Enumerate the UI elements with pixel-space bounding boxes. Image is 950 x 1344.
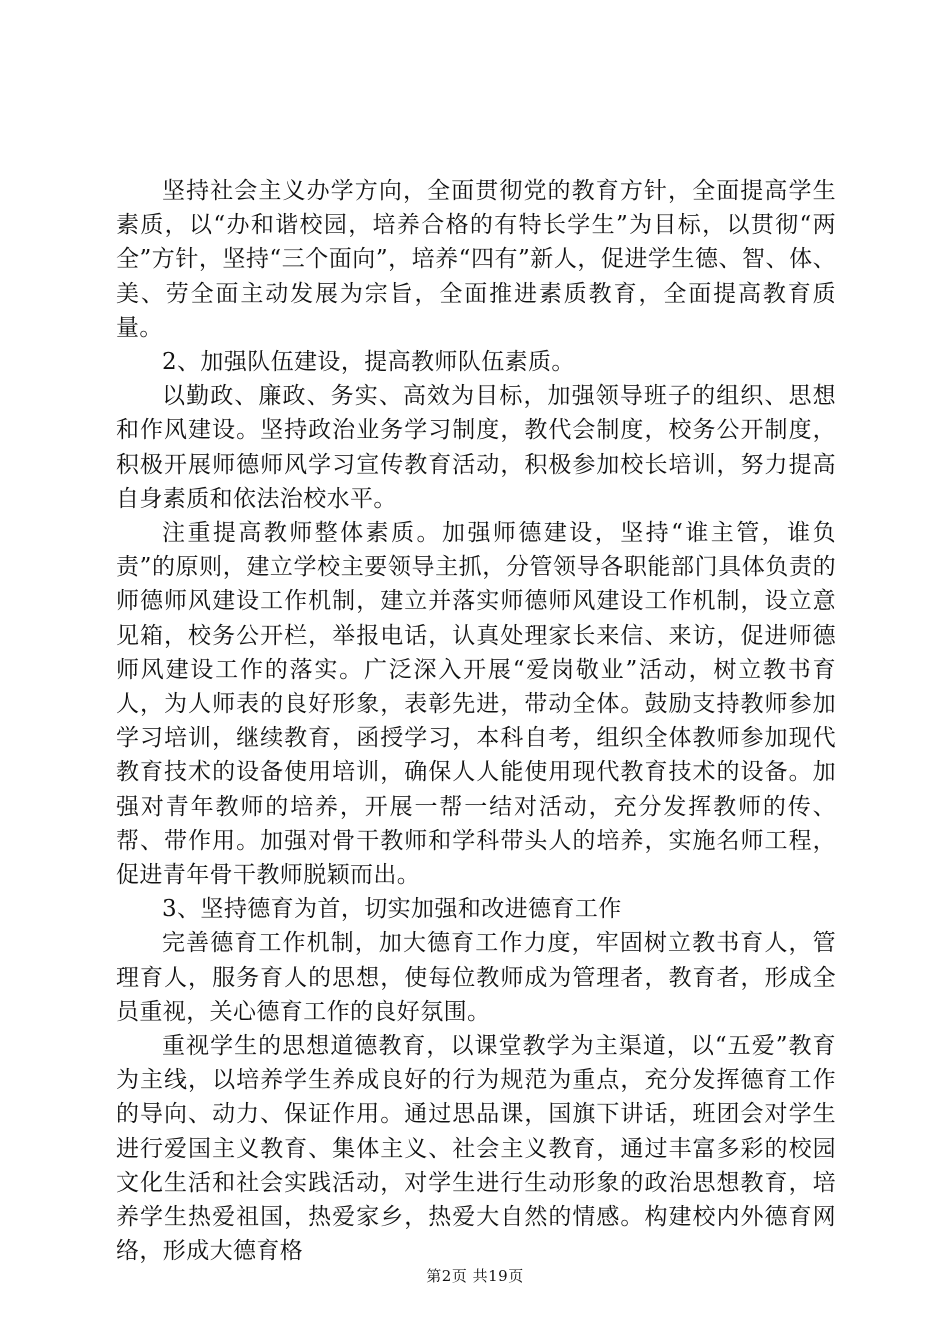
paragraph-school-direction: 坚持社会主义办学方向，全面贯彻党的教育方针，全面提高学生素质，以“办和谐校园，培养合格的有特长学生”为目标，以贯彻“两全”方针，坚持“三个面向”，培养“四有”新人，促进学生德、智、体、美、劳全面主动发展为宗旨，全面推进素质教育，全面提高教育质量。 bbox=[116, 178, 836, 341]
page-number-footer: 第2页 共19页 bbox=[426, 1267, 524, 1285]
paragraph-teacher-quality: 注重提高教师整体素质。加强师德建设，坚持“谁主管，谁负责”的原则，建立学校主要领导主抓，分管领导各职能部门具体负责的师德师风建设工作机制，建立并落实师德师风建设工作机制，设立意见箱，校务公开栏，举报电话，认真处理家长来信、来访，促进师德师风建设工作的落实。广泛深入开展“爱岗敬业”活动，树立教书育人，为人师表的良好形象，表彰先进，带动全体。鼓励支持教师参加学习培训，继续教育，函授学习，本科自考，组织全体教师参加现代教育技术的设备使用培训，确保人人能使用现代教育技术的设备。加强对青年教师的培养，开展一帮一结对活动，充分发挥教师的传、帮、带作用。加强对骨干教师和学科带头人的培养，实施名师工程，促进青年骨干教师脱颖而出。 bbox=[116, 520, 836, 889]
document-body bbox=[116, 174, 836, 1269]
paragraph-leadership: 以勤政、廉政、务实、高效为目标，加强领导班子的组织、思想和作风建设。坚持政治业务学习制度，教代会制度，校务公开制度，积极开展师德师风学习宣传教育活动，积极参加校长培训，努力提高自身素质和依法治校水平。 bbox=[116, 383, 836, 512]
section-heading-moral-education: 3、坚持德育为首，切实加强和改进德育工作 bbox=[162, 896, 622, 923]
paragraph-moral-mechanism: 完善德育工作机制，加大德育工作力度，牢固树立教书育人，管理育人，服务育人的思想，使每位教师成为管理者，教育者，形成全员重视，关心德育工作的良好氛围。 bbox=[116, 930, 836, 1025]
paragraph-student-moral-education: 重视学生的思想道德教育，以课堂教学为主渠道，以“五爱”教育为主线，以培养学生养成良好的行为规范为重点，充分发挥德育工作的导向、动力、保证作用。通过思品课，国旗下讲话，班团会对学生进行爱国主义教育、集体主义、社会主义教育，通过丰富多彩的校园文化生活和社会实践活动，对学生进行生动形象的政治思想教育，培养学生热爱祖国，热爱家乡，热爱大自然的情感。构建校内外德育网络，形成大德育格 bbox=[116, 1033, 836, 1265]
section-heading-team-building: 2、加强队伍建设，提高教师队伍素质。 bbox=[162, 349, 575, 376]
